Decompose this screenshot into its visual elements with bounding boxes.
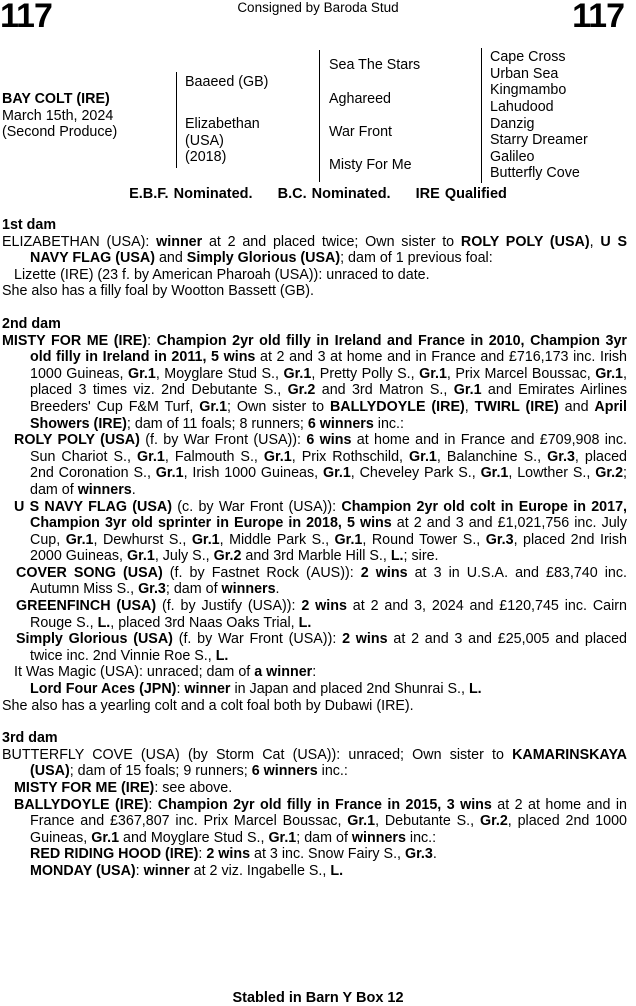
horse-title: BAY COLT (IRE) (2, 91, 110, 107)
pedigree-gen3-3: War Front (329, 124, 393, 140)
first-dam-heading: 1st dam (2, 217, 57, 233)
pedigree-gen3-1: Sea The Stars (329, 57, 421, 73)
stabling-info: Stabled in Barn Y Box 12 (232, 990, 404, 1006)
pedigree-sire: Baaeed (GB) (185, 74, 269, 90)
pedigree-gen3-4: Misty For Me (329, 157, 412, 173)
produce-entry: GREENFINCH (USA) (f. by Justify (USA)): 2 wins at 2 and 3, 2024 and £120,745 inc. Cairn Rouge S., L., placed 3rd Naas Oaks Trial, L. (16, 598, 628, 631)
pedigree-gen4-3: Kingmambo (490, 82, 567, 98)
nominations (0, 186, 636, 202)
pedigree-gen4-1: Cape Cross (490, 49, 566, 65)
pedigree-gen4-2: Urban Sea (490, 66, 559, 82)
pedigree-gen4-6: Starry Dreamer (490, 132, 588, 148)
pedigree-gen3-2: Aghareed (329, 91, 392, 107)
dam-note: She also has a filly foal by Wootton Bassett (GB). (2, 283, 315, 300)
pedigree-gen4-7: Galileo (490, 149, 535, 165)
dam-note: She also has a yearling colt and a colt foal both by Dubawi (IRE). (2, 697, 414, 714)
second-dam-entry: MISTY FOR ME (IRE): Champion 2yr old filly in Ireland and France in 2010, Champion 3yr old filly in Ireland in 2011, 5 wins at 2 and 3 at home and in France and £716,173 inc. Irish 1000 Guineas, Gr.1, Moyglare Stud S., Gr.1, Pretty Polly S., Gr.1, Prix Marcel Boussac, Gr.1, placed 3 times viz. 2nd Debutante S., Gr.2 and 3rd Matron S., Gr.1 and Emirates Airlines Breeders' Cup F&M Turf, Gr.1; Own sister to BALLYDOYLE (IRE), TWIRL (IRE) and April Showers (IRE); dam of 11 foals; 8 runners; 6 winners inc.: (2, 332, 627, 432)
consignor: Consigned by Baroda Stud (237, 0, 399, 15)
pedigree-dam-3: (2018) (185, 149, 227, 165)
produce-entry: COVER SONG (USA) (f. by Fastnet Rock (AUS)): 2 wins at 3 in U.S.A. and £83,740 inc. Autumn Miss S., Gr.3; dam of winners. (16, 564, 627, 598)
horse-produce: (Second Produce) (2, 124, 118, 140)
produce-entry: RED RIDING HOOD (IRE): 2 wins at 3 inc. Snow Fairy S., Gr.3. (30, 846, 437, 863)
horse-foaled: March 15th, 2024 (2, 108, 114, 124)
pedigree-bracket-3 (481, 48, 482, 183)
produce-entry: ROLY POLY (USA) (f. by War Front (USA)): 6 wins at home and in France and £709,908 inc. Sun Chariot S., Gr.1, Falmouth S., Gr.1, Prix Rothschild, Gr.1, Balanchine S., Gr.3, placed 2nd Coronation S., Gr.1, Irish 1000 Guineas, Gr.1, Cheveley Park S., Gr.1, Lowther S., Gr.2; dam of winners. (14, 432, 628, 498)
produce-entry: U S NAVY FLAG (USA) (c. by War Front (USA)): Champion 2yr old colt in Europe in 2017, Champion 3yr old sprinter in Europe in 2018, 5 wins at 2 and 3 and £1,021,756 inc. July Cup, Gr.1, Dewhurst S., Gr.1, Middle Park S., Gr.1, Round Tower S., Gr.3, placed 2nd Irish 2000 Guineas, Gr.1, July S., Gr.2 and 3rd Marble Hill S., L.; sire. (14, 498, 628, 565)
pedigree-bracket-2 (319, 50, 320, 182)
produce-entry: It Was Magic (USA): unraced; dam of a winner: (14, 664, 317, 681)
second-dam-heading: 2nd dam (2, 315, 61, 332)
pedigree-dam-2: (USA) (185, 133, 224, 149)
pedigree-bracket-1 (176, 72, 177, 168)
nomination-ire: IRE Qualified (415, 186, 507, 202)
nomination-bc: B.C. Nominated. (277, 186, 391, 202)
dam-entry: ELIZABETHAN (USA): winner at 2 and placed twice; Own sister to ROLY POLY (USA), U S NAVY FLAG (USA) and Simply Glorious (USA); dam of 1 previous foal: (2, 233, 627, 267)
pedigree-dam-1: Elizabethan (185, 116, 260, 132)
produce-entry: MONDAY (USA): winner at 2 viz. Ingabelle S., L. (30, 862, 344, 879)
pedigree-gen4-5: Danzig (490, 116, 535, 132)
third-dam-entry: BUTTERFLY COVE (USA) (by Storm Cat (USA)): unraced; Own sister to KAMARINSKAYA (USA); dam of 15 foals; 9 runners; 6 winners inc.: (2, 746, 627, 780)
pedigree-gen4-8: Butterfly Cove (490, 165, 580, 181)
pedigree-gen4-4: Lahudood (490, 99, 554, 115)
third-dam-heading: 3rd dam (2, 730, 58, 747)
catalogue-body (2, 217, 627, 880)
produce-entry: BALLYDOYLE (IRE): Champion 2yr old filly in France in 2015, 3 wins at 2 at home and in France and £367,807 inc. Prix Marcel Boussac, Gr.1, Debutante S., Gr.2, placed 2nd 1000 Guineas, Gr.1 and Moyglare Stud S., Gr.1; dam of winners inc.: (14, 796, 627, 846)
nomination-ebf: E.B.F. Nominated. (129, 186, 253, 202)
produce-entry: Simply Glorious (USA) (f. by War Front (USA)): 2 wins at 2 and 3 and £25,005 and placed twice inc. 2nd Vinnie Roe S., L. (16, 631, 627, 664)
produce-entry: MISTY FOR ME (IRE): see above. (14, 780, 233, 796)
produce-entry: Lizette (IRE) (23 f. by American Pharoah (USA)): unraced to date. (14, 266, 430, 283)
lot-number-right: 117 (572, 0, 624, 35)
lot-number-left: 117 (0, 0, 52, 35)
produce-entry: Lord Four Aces (JPN): winner in Japan and placed 2nd Shunrai S., L. (30, 681, 482, 698)
